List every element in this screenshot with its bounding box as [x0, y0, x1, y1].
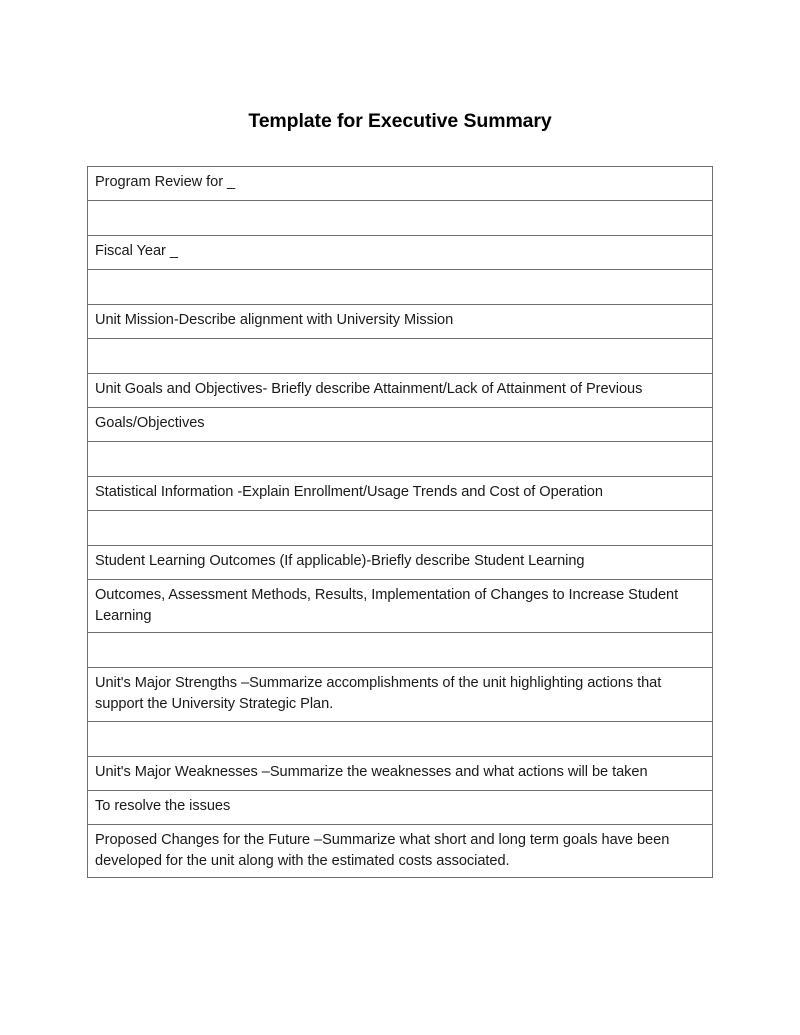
- table-row: [88, 580, 713, 633]
- table-row: [88, 511, 713, 546]
- table-row: [88, 824, 713, 877]
- cell-text: Fiscal Year _: [95, 243, 178, 259]
- table-cell-unit-major-strengths[interactable]: [88, 668, 713, 721]
- table-body: [88, 167, 713, 878]
- table-row: [88, 756, 713, 790]
- table-cell-blank[interactable]: [88, 721, 713, 756]
- table-row: [88, 167, 713, 201]
- cell-text: Unit's Major Strengths –Summarize accomplishments of the unit highlighting actions that support the University Strategic Plan.: [95, 675, 666, 713]
- table-cell-program-review[interactable]: [88, 167, 713, 201]
- table-cell-unit-major-weaknesses[interactable]: [88, 756, 713, 790]
- cell-text: Program Review for _: [95, 174, 236, 190]
- table-row: [88, 721, 713, 756]
- cell-text: Unit Mission-Describe alignment with University Mission: [95, 312, 454, 328]
- table-row: [88, 633, 713, 668]
- table-row: [88, 668, 713, 721]
- table-cell-blank[interactable]: [88, 270, 713, 305]
- table-row: [88, 270, 713, 305]
- cell-text: Unit Goals and Objectives- Briefly describe Attainment/Lack of Attainment of Previous: [95, 381, 643, 397]
- table-row: [88, 201, 713, 236]
- table-row: [88, 305, 713, 339]
- table-cell-unit-mission[interactable]: [88, 305, 713, 339]
- table-cell-resolve-issues[interactable]: [88, 790, 713, 824]
- table-row: [88, 374, 713, 408]
- table-cell-blank[interactable]: [88, 339, 713, 374]
- cell-text: Student Learning Outcomes (If applicable)-Briefly describe Student Learning: [95, 553, 585, 569]
- table-cell-blank[interactable]: [88, 633, 713, 668]
- table-cell-outcomes-assessment-methods[interactable]: [88, 580, 713, 633]
- cell-text: Goals/Objectives: [95, 415, 205, 431]
- table-row: [88, 477, 713, 511]
- table-cell-fiscal-year[interactable]: [88, 236, 713, 270]
- table-cell-statistical-information[interactable]: [88, 477, 713, 511]
- table-cell-student-learning-outcomes[interactable]: [88, 546, 713, 580]
- page-title: Template for Executive Summary: [248, 110, 552, 132]
- cell-text: Proposed Changes for the Future –Summarize what short and long term goals have been developed for the unit along with the estimated costs associated.: [95, 831, 674, 869]
- table-cell-blank[interactable]: [88, 511, 713, 546]
- table-row: [88, 236, 713, 270]
- cell-text: Unit's Major Weaknesses –Summarize the weaknesses and what actions will be taken: [95, 763, 648, 780]
- table-cell-proposed-changes-future[interactable]: [88, 824, 713, 877]
- table-row: [88, 339, 713, 374]
- table-cell-goals-objectives-continued[interactable]: [88, 408, 713, 442]
- table-row: [88, 408, 713, 442]
- table-cell-unit-goals-objectives[interactable]: [88, 374, 713, 408]
- cell-text: To resolve the issues: [95, 797, 231, 814]
- executive-summary-table: [87, 166, 713, 878]
- executive-summary-table-wrapper: [87, 166, 713, 878]
- table-row: [88, 442, 713, 477]
- table-row: [88, 790, 713, 824]
- table-cell-blank[interactable]: [88, 201, 713, 236]
- cell-text: Statistical Information -Explain Enrollment/Usage Trends and Cost of Operation: [95, 484, 603, 500]
- cell-text: Outcomes, Assessment Methods, Results, Implementation of Changes to Increase Student Learning: [95, 587, 683, 624]
- table-cell-blank[interactable]: [88, 442, 713, 477]
- table-row: [88, 546, 713, 580]
